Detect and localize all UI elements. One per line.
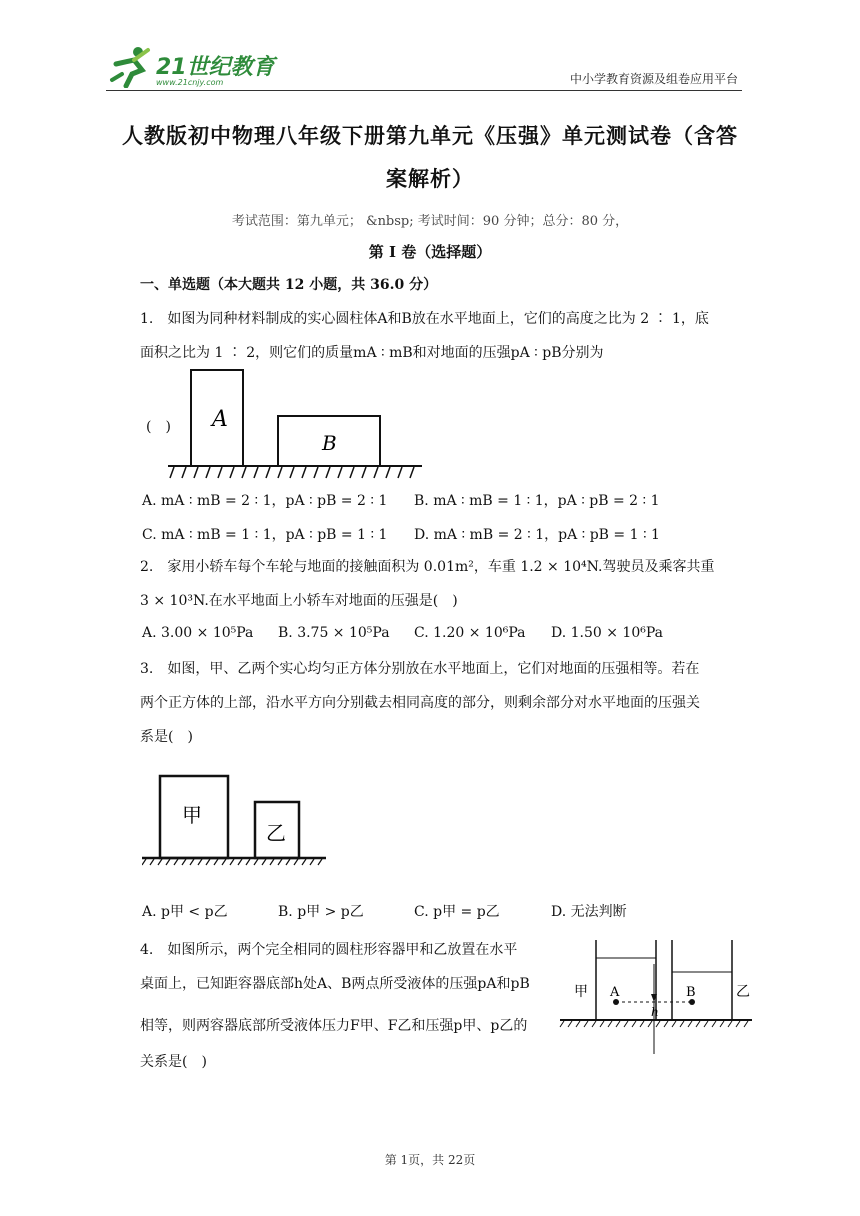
page-number: 第 1页，共 22页 [384, 1153, 476, 1167]
q2-option-b[interactable]: B. 3.75 × 10⁵Pa [278, 625, 390, 641]
q2-option-d[interactable]: D. 1.50 × 10⁶Pa [551, 625, 663, 641]
q3-line3: 系是( ) [140, 729, 193, 745]
logo [108, 44, 288, 90]
q3-line2: 两个正方体的上部，沿水平方向分别截去相同高度的部分，则剩余部分对水平地面的压强关 [140, 695, 700, 711]
page-title-line2: 案解析） [386, 167, 474, 191]
q3-line1: 3. 如图，甲、乙两个实心均匀正方体分别放在水平地面上，它们对地面的压强相等。若在 [140, 661, 700, 677]
q2-option-c[interactable]: C. 1.20 × 10⁶Pa [414, 625, 526, 641]
q3-option-a[interactable]: A. p甲 < p乙 [142, 904, 228, 920]
q2-line2: 3 × 10³N.在水平地面上小轿车对地面的压强是( ) [140, 593, 458, 609]
q4-label-h: h [651, 1005, 659, 1019]
q4-label-b: B [686, 985, 696, 1000]
q4-line3: 相等，则两容器底部所受液体压力F甲、F乙和压强p甲、p乙的 [140, 1018, 528, 1034]
q3-option-c[interactable]: C. p甲 = p乙 [414, 904, 500, 920]
q3-figure [142, 770, 328, 866]
logo-text: 21世纪教育 [156, 55, 275, 80]
q1-option-a[interactable]: A. mA ∶ mB = 2 ∶ 1，pA ∶ pB = 2 ∶ 1 [142, 493, 388, 509]
q4-figure [558, 938, 754, 1058]
q1-label-a: A [212, 407, 228, 432]
platform-name: 中小学教育资源及组卷应用平台 [570, 72, 739, 86]
exam-info: 考试范围：第九单元； &nbsp; 考试时间：90 分钟；总分：80 分， [231, 214, 629, 229]
q1-option-d[interactable]: D. mA ∶ mB = 2 ∶ 1，pA ∶ pB = 1 ∶ 1 [414, 527, 660, 543]
q2-line1: 2. 家用小轿车每个车轮与地面的接触面积为 0.01m²，车重 1.2 × 10⁴N.驾驶员及乘客共重 [140, 559, 715, 575]
header-rule [106, 90, 742, 91]
q1-label-b: B [322, 431, 337, 455]
q3-option-d[interactable]: D. 无法判断 [551, 904, 627, 920]
q4-line2: 桌面上，已知距容器底部h处A、B两点所受液体的压强pA和pB [140, 976, 530, 992]
q3-label-jia: 甲 [182, 803, 202, 827]
runner-logo-icon [108, 44, 154, 88]
q3-option-b[interactable]: B. p甲 > p乙 [278, 904, 364, 920]
q2-option-a[interactable]: A. 3.00 × 10⁵Pa [142, 625, 254, 641]
q1-paren: ( ) [146, 419, 171, 435]
q4-label-jia: 甲 [574, 984, 588, 1000]
section-heading: 一、单选题（本大题共 12 小题，共 36.0 分） [140, 277, 438, 293]
q1-option-c[interactable]: C. mA ∶ mB = 1 ∶ 1，pA ∶ pB = 1 ∶ 1 [142, 527, 388, 543]
q1-line1: 1. 如图为同种材料制成的实心圆柱体A和B放在水平地面上，它们的高度之比为 2 ∶ 1，底 [140, 311, 709, 327]
q1-option-b[interactable]: B. mA ∶ mB = 1 ∶ 1，pA ∶ pB = 2 ∶ 1 [414, 493, 660, 509]
page-title-line1: 人教版初中物理八年级下册第九单元《压强》单元测试卷（含答 [122, 124, 738, 148]
q3-label-yi: 乙 [266, 821, 286, 845]
q4-label-a: A [610, 985, 620, 1000]
q4-label-yi: 乙 [736, 984, 750, 1000]
logo-url: www.21cnjy.com [156, 78, 224, 87]
q1-line2: 面积之比为 1 ∶ 2，则它们的质量mA ∶ mB和对地面的压强pA ∶ pB分别为 [140, 345, 604, 361]
q4-line1: 4. 如图所示，两个完全相同的圆柱形容器甲和乙放置在水平 [140, 942, 518, 958]
q1-figure [166, 366, 426, 482]
q4-line4: 关系是( ) [140, 1054, 207, 1070]
volume-heading: 第 I 卷（选择题） [368, 243, 492, 261]
